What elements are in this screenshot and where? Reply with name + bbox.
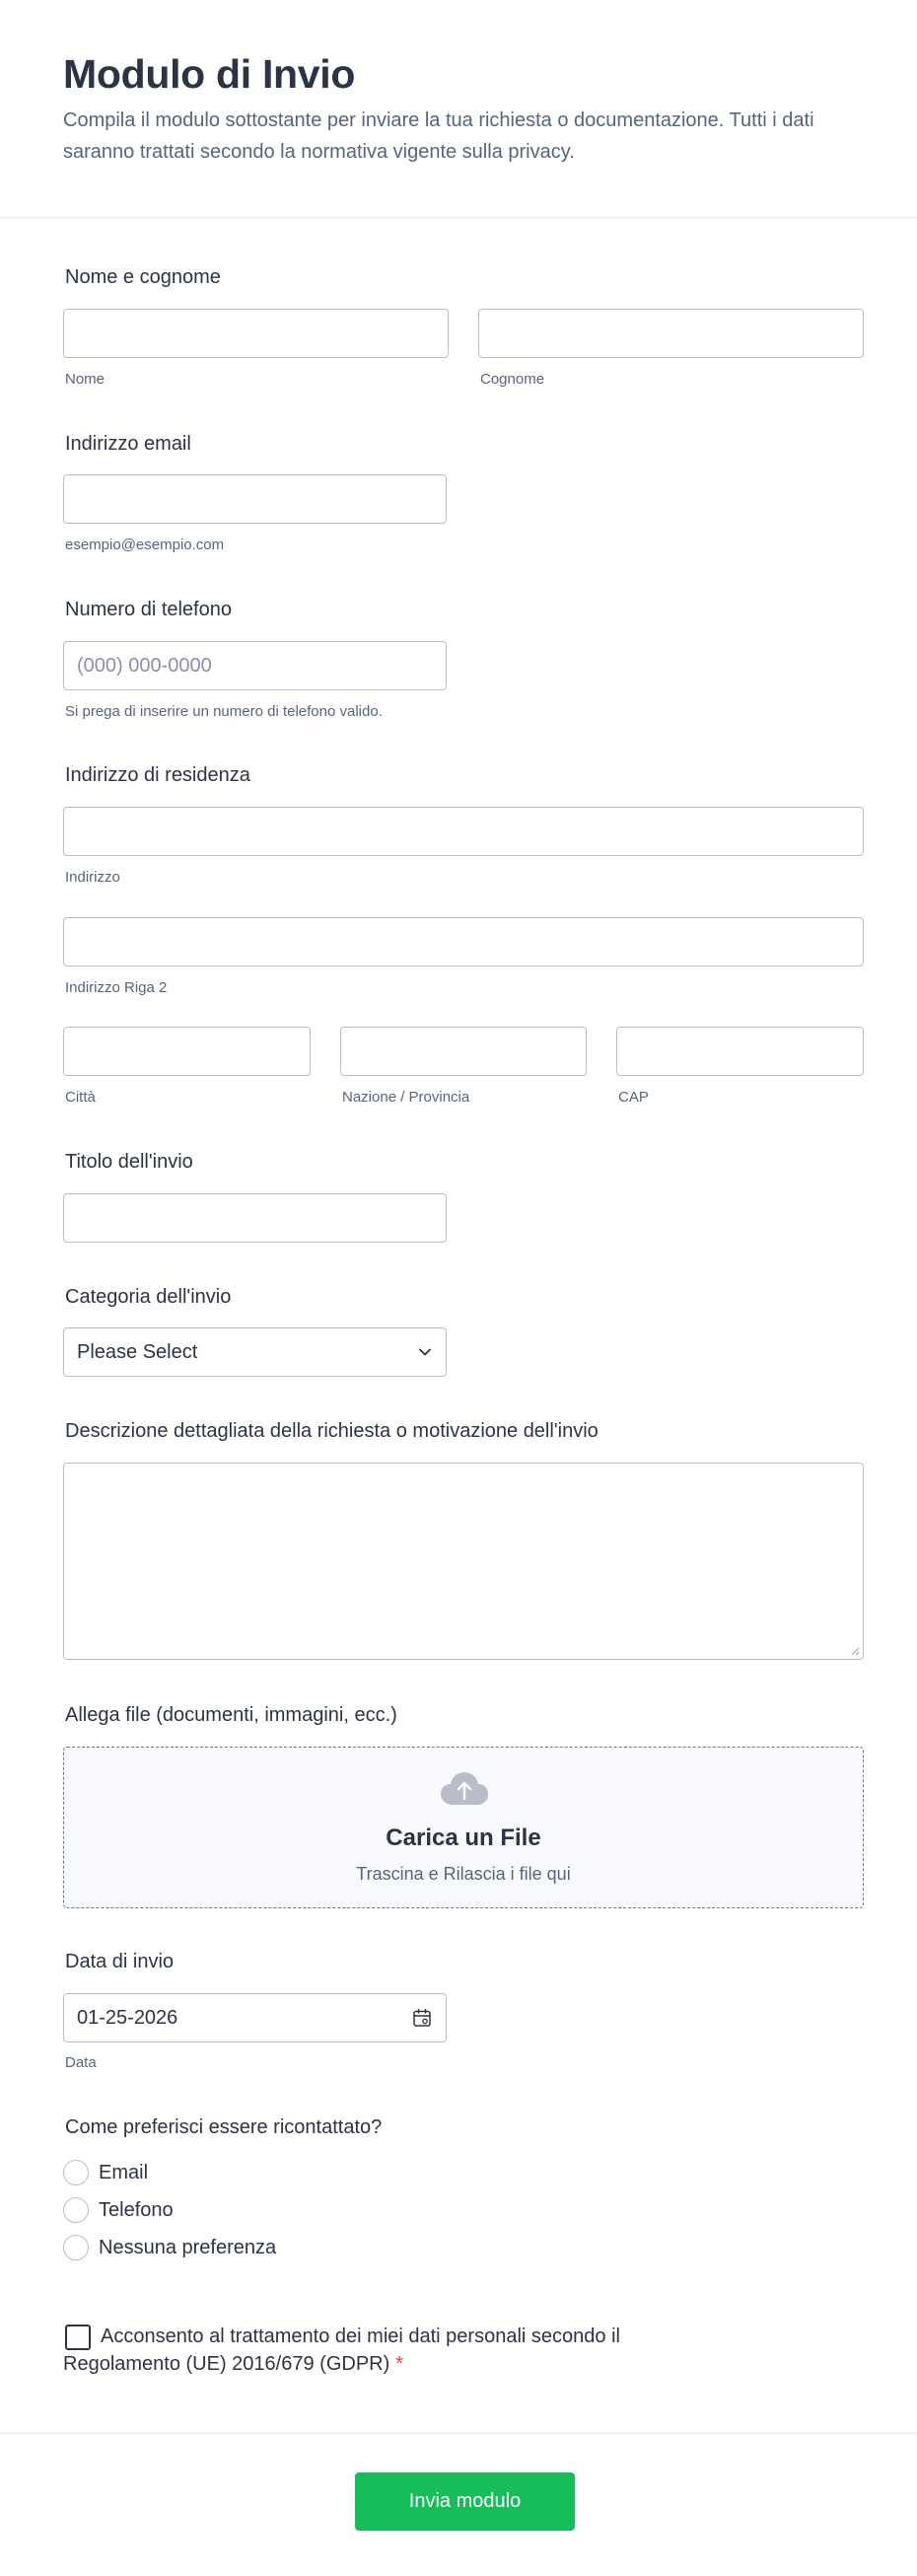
upload-button-label[interactable]: Carica un File [386, 1825, 541, 1851]
category-select[interactable] [63, 1327, 447, 1377]
page-title: Modulo di Invio [63, 51, 356, 97]
category-selected-value: Please Select [77, 1340, 198, 1363]
phone-field[interactable] [63, 641, 447, 690]
radio-button[interactable] [63, 2160, 89, 2185]
address-line1-sublabel: Indirizzo [65, 869, 120, 886]
first-name-input[interactable] [64, 310, 448, 357]
form-header [0, 0, 917, 218]
first-name-field[interactable] [63, 309, 449, 358]
name-label: Nome e cognome [65, 266, 221, 288]
radio-option-email[interactable] [63, 2159, 148, 2186]
zip-input[interactable] [617, 1028, 863, 1075]
calendar-icon[interactable] [412, 2008, 432, 2028]
zip-sublabel: CAP [618, 1089, 649, 1106]
consent-text: Acconsento al trattamento dei miei dati personali secondo il Regolamento (UE) 2016/679 (GDPR) [63, 2326, 620, 2375]
address-line2-field[interactable] [63, 917, 864, 966]
address-line2-sublabel: Indirizzo Riga 2 [65, 979, 168, 996]
last-name-sublabel: Cognome [480, 371, 545, 388]
radio-label: Telefono [99, 2198, 174, 2221]
radio-button[interactable] [63, 2197, 89, 2223]
radio-button[interactable] [63, 2235, 89, 2260]
address-label: Indirizzo di residenza [65, 764, 250, 786]
address-line1-input[interactable] [64, 808, 863, 855]
date-value[interactable]: 01-25-2026 [77, 2006, 178, 2029]
last-name-input[interactable] [479, 310, 863, 357]
state-input[interactable] [341, 1028, 586, 1075]
city-input[interactable] [64, 1028, 310, 1075]
file-upload-dropzone[interactable] [63, 1747, 864, 1908]
submit-button[interactable]: Invia modulo [355, 2472, 575, 2531]
description-textarea[interactable] [63, 1463, 864, 1660]
resize-handle-icon[interactable] [850, 1646, 860, 1656]
email-label: Indirizzo email [65, 433, 191, 455]
phone-label: Numero di telefono [65, 599, 232, 620]
submission-title-field[interactable] [63, 1193, 447, 1243]
state-sublabel: Nazione / Provincia [342, 1089, 470, 1106]
page-subtitle: Compila il modulo sottostante per inviare la tua richiesta o documentazione. Tutti i dati saranno trattati secondo la normativa vigente sulla privacy. [63, 109, 814, 163]
date-sublabel: Data [65, 2054, 97, 2071]
radio-option-none[interactable] [63, 2234, 276, 2261]
submission-title-label: Titolo dell'invio [65, 1151, 193, 1173]
consent-label [63, 2323, 694, 2378]
chevron-down-icon [416, 1343, 434, 1361]
radio-label: Email [99, 2161, 149, 2183]
address-line2-input[interactable] [64, 918, 863, 966]
description-label: Descrizione dettagliata della richiesta o motivazione dell'invio [65, 1420, 599, 1442]
email-sublabel: esempio@esempio.com [65, 537, 225, 553]
email-field[interactable] [63, 474, 447, 524]
submission-title-input[interactable] [64, 1194, 446, 1242]
category-label: Categoria dell'invio [65, 1286, 232, 1308]
address-line1-field[interactable] [63, 807, 864, 856]
phone-sublabel: Si prega di inserire un numero di telefono valido. [65, 703, 383, 720]
upload-hint: Trascina e Rilascia i file qui [356, 1864, 571, 1884]
date-label: Data di invio [65, 1951, 175, 1972]
required-mark: * [395, 2353, 404, 2375]
first-name-sublabel: Nome [65, 371, 106, 388]
city-sublabel: Città [65, 1089, 96, 1106]
email-input[interactable] [64, 475, 446, 523]
attachment-label: Allega file (documenti, immagini, ecc.) [65, 1704, 397, 1726]
city-field[interactable] [63, 1027, 311, 1076]
date-field[interactable] [63, 1993, 447, 2042]
last-name-field[interactable] [478, 309, 864, 358]
cloud-upload-icon [440, 1771, 489, 1807]
radio-option-phone[interactable] [63, 2196, 174, 2224]
radio-label: Nessuna preferenza [99, 2236, 277, 2258]
phone-input[interactable] [64, 642, 446, 689]
contact-pref-label: Come preferisci essere ricontattato? [65, 2116, 383, 2138]
state-field[interactable] [340, 1027, 587, 1076]
zip-field[interactable] [616, 1027, 864, 1076]
